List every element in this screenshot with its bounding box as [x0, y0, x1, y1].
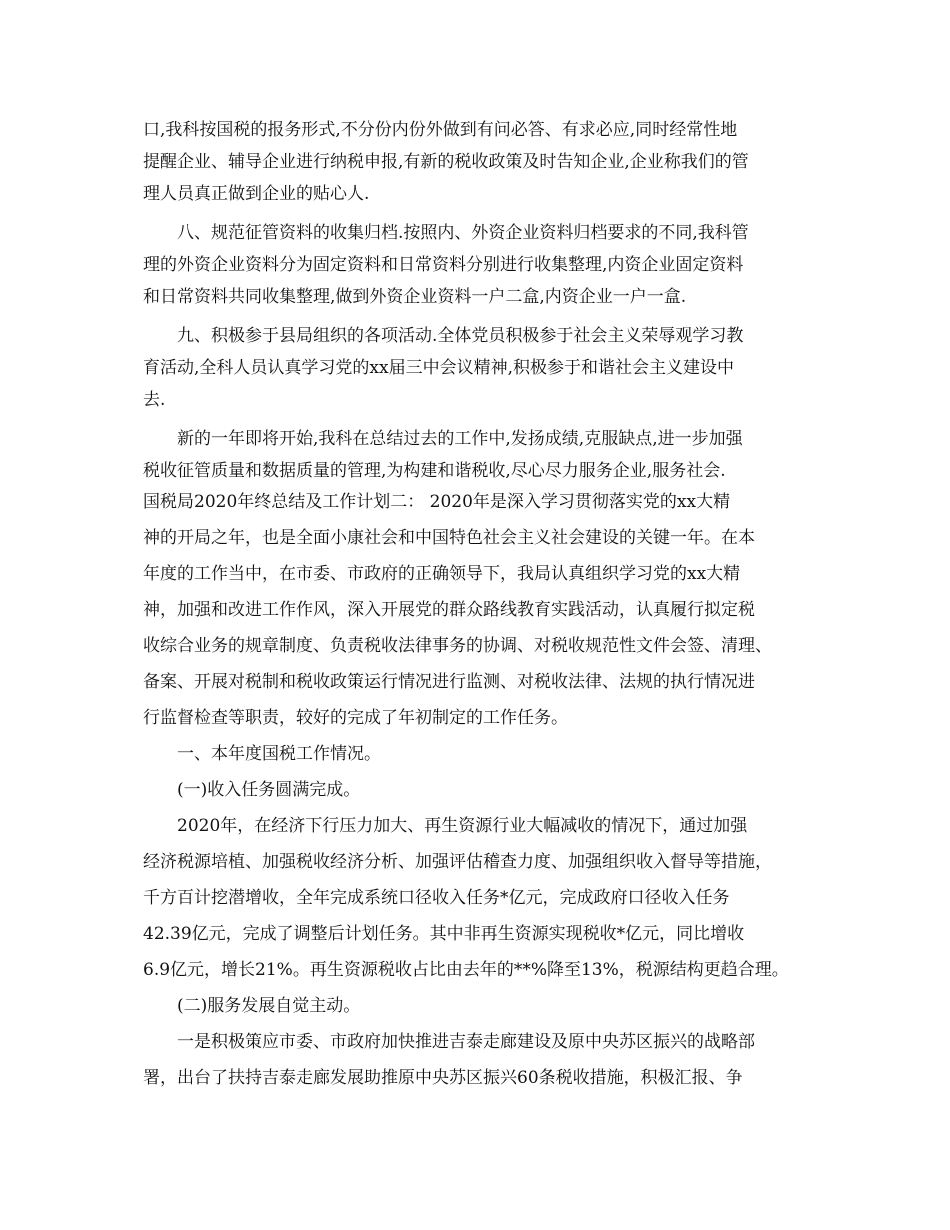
subsection-heading: (一)收入任务圆满完成。 [177, 780, 361, 800]
paragraph-line: 口,我科按国税的报务形式,不分份内份外做到有问必答、有求必应,同时经常性地 [143, 120, 738, 140]
paragraph-line: 42.39亿元，完成了调整后计划任务。其中非再生资源实现税收*亿元，同比增收 [143, 924, 745, 944]
section-heading: 一、本年度国税工作情况。 [177, 744, 381, 764]
paragraph-line: 育活动,全科人员认真学习党的xx届三中会议精神,积极参于和谐社会主义建设中 [143, 358, 734, 378]
paragraph-line: 新的一年即将开始,我科在总结过去的工作中,发扬成绩,克服缺点,进一步加强 [177, 429, 743, 449]
paragraph-line: 收综合业务的规章制度、负责税收法律事务的协调、对税收规范性文件会签、清理、 [143, 636, 772, 656]
paragraph-line: 理人员真正做到企业的贴心人. [143, 184, 370, 204]
paragraph-line: 年度的工作当中，在市委、市政府的正确领导下，我局认真组织学习党的xx大精 [143, 564, 741, 584]
paragraph-line: 八、规范征管资料的收集归档.按照内、外资企业资料归档要求的不同,我科管 [177, 223, 749, 243]
paragraph-line: 行监督检查等职责，较好的完成了年初制定的工作任务。 [143, 708, 568, 728]
paragraph-line: 一是积极策应市委、市政府加快推进吉泰走廊建设及原中央苏区振兴的战略部 [177, 1032, 755, 1052]
paragraph-line: 理的外资企业资料分为固定资料和日常资料分别进行收集整理,内资企业固定资料 [143, 255, 744, 275]
paragraph-line: 经济税源培植、加强税收经济分析、加强评估稽查力度、加强组织收入督导等措施， [143, 852, 772, 872]
paragraph-line: 税收征管质量和数据质量的管理,为构建和谐税收,尽心尽力服务企业,服务社会. [143, 461, 726, 481]
paragraph-line: 6.9亿元，增长21%。再生资源税收占比由去年的**%降至13%，税源结构更趋合理。 [143, 960, 789, 980]
subsection-heading: (二)服务发展自觉主动。 [177, 996, 361, 1016]
paragraph-line: 九、积极参于县局组织的各项活动.全体党员积极参于社会主义荣辱观学习教 [177, 326, 744, 346]
paragraph-line: 署，出台了扶持吉泰走廊发展助推原中央苏区振兴60条税收措施，积极汇报、争 [143, 1068, 743, 1088]
paragraph-line: 提醒企业、辅导企业进行纳税申报,有新的税收政策及时告知企业,企业称我们的管 [143, 152, 749, 172]
paragraph-line: 备案、开展对税制和税收政策运行情况进行监测、对税收法律、法规的执行情况进 [143, 672, 755, 692]
paragraph-line: 去. [143, 390, 166, 410]
paragraph-line: 和日常资料共同收集整理,做到外资企业资料一户二盒,内资企业一户一盒. [143, 287, 687, 307]
paragraph-line: 2020年，在经济下行压力加大、再生资源行业大幅减收的情况下，通过加强 [177, 816, 748, 836]
paragraph-line: 神，加强和改进工作作风，深入开展党的群众路线教育实践活动，认真履行拟定税 [143, 600, 755, 620]
paragraph-line: 国税局2020年终总结及工作计划二： 2020年是深入学习贯彻落实党的xx大精 [143, 492, 731, 512]
paragraph-line: 神的开局之年，也是全面小康社会和中国特色社会主义社会建设的关键一年。在本 [143, 528, 755, 548]
paragraph-line: 千方百计挖潜增收，全年完成系统口径收入任务*亿元，完成政府口径收入任务 [143, 888, 730, 908]
